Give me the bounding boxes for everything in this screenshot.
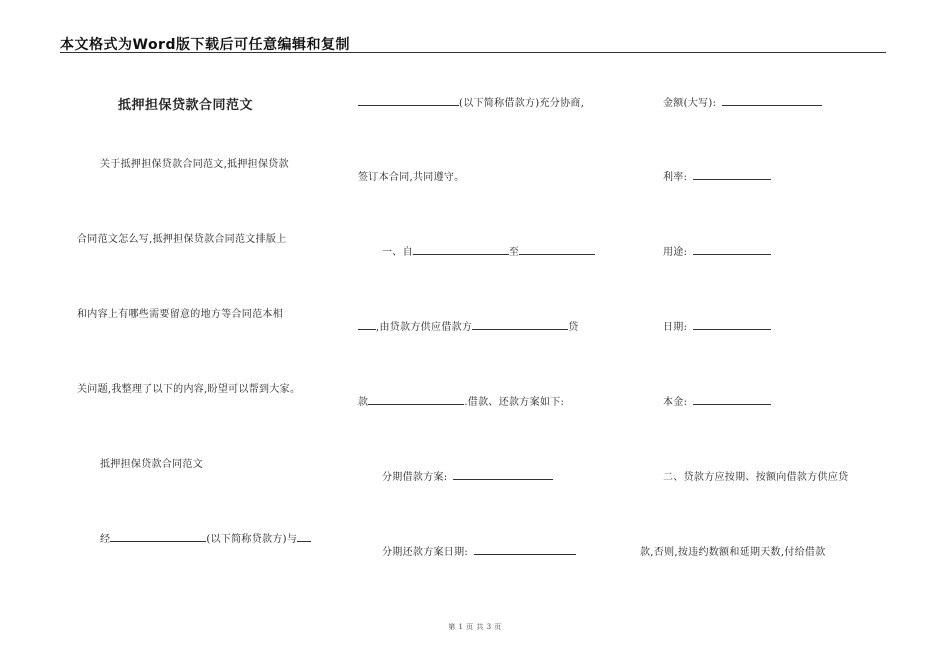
contract-line <box>382 468 553 483</box>
contract-text: 金额(大写): <box>663 98 717 109</box>
contract-text: (以下简称贷款方)与 <box>206 534 298 545</box>
contract-line <box>358 94 584 109</box>
contract-text: 本金: <box>663 397 688 408</box>
doc-title: 抵押担保贷款合同范文 <box>118 98 254 113</box>
paragraph-line: 和内容上有哪些需要留意的地方等合同范本相 <box>77 309 283 320</box>
fill-blank <box>693 394 771 405</box>
contract-line <box>382 543 576 558</box>
fill-blank <box>472 319 568 330</box>
contract-text: (以下简称借款方)充分协商, <box>459 98 585 109</box>
fill-blank <box>368 394 464 405</box>
fill-blank <box>693 169 771 180</box>
contract-line <box>663 318 771 333</box>
contract-line <box>358 318 579 333</box>
contract-line: 款,否则,按违约数额和延期天数,付给借款 <box>640 547 826 558</box>
contract-text: 分期还款方案日期: <box>382 547 469 558</box>
contract-line: 二、贷款方应按期、按额向借款方供应贷 <box>663 472 849 483</box>
contract-line: 签订本合同,共同遵守。 <box>358 172 465 183</box>
contract-text: ,由贷款方供应借款方 <box>376 322 473 333</box>
contract-line <box>382 243 595 258</box>
fill-blank <box>358 319 376 330</box>
fill-blank <box>358 95 459 106</box>
fill-blank <box>693 319 771 330</box>
contract-text: 贷 <box>568 322 579 333</box>
fill-blank <box>693 244 771 255</box>
paragraph-line: 关于抵押担保贷款合同范文,抵押担保贷款 <box>100 159 289 170</box>
fill-blank <box>413 244 509 255</box>
contract-text: .借款、还款方案如下: <box>464 397 565 408</box>
contract-text: 用途: <box>663 247 688 258</box>
fill-blank <box>453 469 553 480</box>
fill-blank <box>297 531 311 542</box>
contract-text: 日期: <box>663 322 688 333</box>
contract-text: 经 <box>100 534 111 545</box>
contract-text: 利率: <box>663 172 688 183</box>
paragraph-line: 关问题,我整理了以下的内容,盼望可以帮到大家。 <box>77 384 301 395</box>
paragraph-line: 合同范文怎么写,抵押担保贷款合同范文排版上 <box>77 234 287 245</box>
contract-line <box>663 94 822 109</box>
fill-blank <box>519 244 595 255</box>
contract-text: 一、自 <box>382 247 413 258</box>
contract-line <box>663 393 771 408</box>
page-number: 第 1 页 共 3 页 <box>448 623 502 631</box>
contract-text: 款 <box>358 397 369 408</box>
fill-blank <box>722 95 822 106</box>
contract-line <box>663 168 771 183</box>
contract-text: 至 <box>508 247 520 258</box>
fill-blank <box>474 544 576 555</box>
contract-line <box>663 243 771 258</box>
contract-text: 分期借款方案: <box>382 472 448 483</box>
document-header: 本文格式为Word版下载后可任意编辑和复制 <box>60 34 886 53</box>
contract-line <box>358 393 564 408</box>
contract-line <box>100 530 311 545</box>
fill-blank <box>110 531 206 542</box>
section-subtitle: 抵押担保贷款合同范文 <box>100 459 203 470</box>
